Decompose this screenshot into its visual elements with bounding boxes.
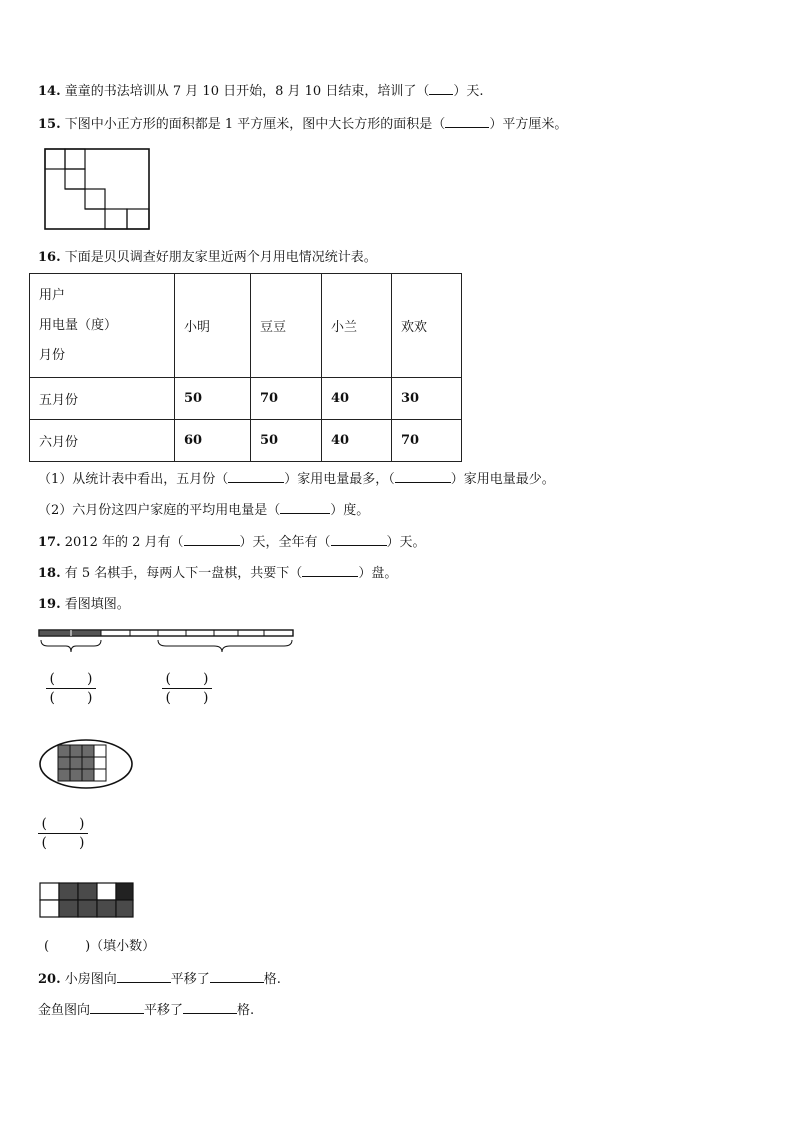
table-cell: 50: [251, 420, 322, 462]
question-19: [38, 596, 130, 614]
header-line: 月份: [39, 347, 66, 363]
question-text: 金鱼图向: [38, 1003, 91, 1018]
paren-close: ): [87, 690, 93, 706]
question-text: （2）六月份这四户家庭的平均用电量是（: [38, 503, 281, 518]
question-text: ）天。: [386, 535, 426, 550]
question-20-line-2: [38, 1001, 254, 1020]
paren-close: ): [79, 816, 85, 832]
answer-blank[interactable]: [183, 1001, 237, 1014]
answer-blank[interactable]: [302, 564, 358, 577]
question-15: [38, 115, 567, 134]
question-16-part-2: [38, 501, 369, 520]
question-number: 15.: [38, 117, 61, 132]
table-cell: 60: [175, 420, 251, 462]
column-header: 豆豆: [251, 274, 322, 378]
table-cell: 70: [251, 378, 322, 420]
row-label: 五月份: [30, 378, 175, 420]
ellipse-grid-figure: [38, 738, 134, 790]
question-text: 格.: [263, 972, 281, 987]
question-text: 小房图向: [64, 972, 117, 987]
paren-close: ): [203, 690, 209, 706]
paren-open: (: [165, 690, 171, 706]
answer-blank[interactable]: [228, 470, 284, 483]
question-text: 2012 年的 2 月有（: [64, 535, 184, 550]
question-17: [38, 533, 426, 552]
table-cell: 30: [392, 378, 462, 420]
question-text: 下面是贝贝调查好朋友家里近两个月用电情况统计表。: [64, 250, 377, 265]
paren-close: ): [85, 939, 91, 954]
paren-open: (: [165, 671, 171, 687]
question-18: [38, 564, 397, 583]
question-text: 童童的书法培训从 7 月 10 日开始，8 月 10 日结束，培训了（: [64, 84, 430, 99]
paren-open: (: [41, 835, 47, 851]
question-text: ）天.: [453, 84, 484, 99]
paren-open: (: [49, 671, 55, 687]
fraction-bar: [38, 833, 88, 834]
answer-blank[interactable]: [395, 470, 451, 483]
fraction-blank-2[interactable]: [162, 671, 212, 706]
answer-blank[interactable]: [429, 82, 453, 95]
question-number: 14.: [38, 84, 61, 99]
column-header: 欢欢: [392, 274, 462, 378]
paren-close: ): [87, 671, 93, 687]
answer-blank[interactable]: [280, 501, 330, 514]
question-number: 20.: [38, 972, 61, 987]
header-line: 用电量（度）: [39, 317, 118, 333]
question-text: ）家用电量最少。: [450, 472, 555, 487]
segment-strip-figure: [38, 628, 296, 654]
question-text: ）平方厘米。: [489, 117, 568, 132]
question-text: 平移了: [170, 972, 210, 987]
question-text: ）家用电量最多，（: [284, 472, 395, 487]
question-text: 有 5 名棋手，每两人下一盘棋，共要下（: [64, 566, 303, 581]
question-number: 18.: [38, 566, 61, 581]
header-line: 用户: [39, 287, 66, 303]
hint-text: （填小数）: [90, 939, 156, 954]
paren-open: (: [44, 939, 50, 954]
column-header: 小兰: [322, 274, 392, 378]
paren-close: ): [203, 671, 209, 687]
answer-blank[interactable]: [117, 970, 171, 983]
table-cell: 70: [392, 420, 462, 462]
paren-open: (: [49, 690, 55, 706]
paren-close: ): [79, 835, 85, 851]
question-number: 16.: [38, 250, 61, 265]
answer-blank[interactable]: [210, 970, 264, 983]
rectangle-figure: [44, 148, 150, 230]
table-cell: 50: [175, 378, 251, 420]
question-16-part-1: [38, 470, 555, 489]
fraction-bar: [162, 688, 212, 689]
question-text: ）天，全年有（: [239, 535, 331, 550]
question-14: [38, 82, 483, 101]
question-16: [38, 249, 377, 267]
shaded-grid-figure: [38, 882, 136, 918]
answer-blank[interactable]: [445, 115, 489, 128]
question-text: 平移了: [144, 1003, 184, 1018]
question-text: 下图中小正方形的面积都是 1 平方厘米，图中大长方形的面积是（: [64, 117, 446, 132]
table-cell: 40: [322, 420, 392, 462]
answer-blank[interactable]: [90, 1001, 144, 1014]
answer-blank[interactable]: [331, 533, 387, 546]
fraction-blank-1[interactable]: [46, 671, 96, 706]
question-20: [38, 970, 281, 989]
table-header-corner: [30, 274, 175, 378]
row-label: 六月份: [30, 420, 175, 462]
question-text: ）盘。: [358, 566, 398, 581]
electricity-table: [29, 273, 462, 462]
question-number: 19.: [38, 597, 61, 612]
question-text: 看图填图。: [64, 597, 130, 612]
table-row: [30, 420, 462, 462]
question-text: ）度。: [330, 503, 370, 518]
column-header: 小明: [175, 274, 251, 378]
fraction-blank-3[interactable]: [38, 816, 88, 851]
table-cell: 40: [322, 378, 392, 420]
question-number: 17.: [38, 535, 61, 550]
paren-open: (: [41, 816, 47, 832]
answer-blank[interactable]: [184, 533, 240, 546]
question-text: （1）从统计表中看出，五月份（: [38, 472, 229, 487]
question-text: 格.: [237, 1003, 255, 1018]
decimal-answer: [44, 938, 155, 956]
table-row: [30, 378, 462, 420]
fraction-bar: [46, 688, 96, 689]
